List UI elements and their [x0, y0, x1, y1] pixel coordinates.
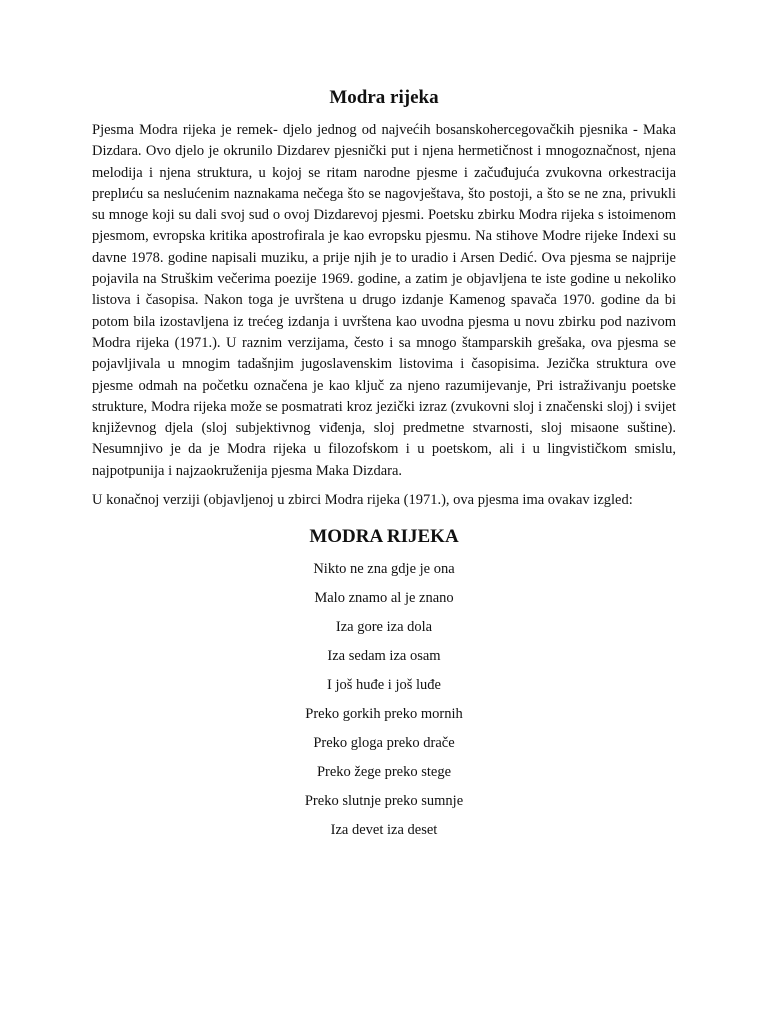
poem-stanza: [92, 617, 676, 666]
poem-verse: I još huđe i još luđe: [327, 677, 441, 694]
poem-verse: Iza sedam iza osam: [327, 648, 441, 665]
poem-lead-in: U konačnoj verziji (objavljenoj u zbirci Modra rijeka (1971.), ova pjesma ima ovakav izgled:: [92, 492, 633, 509]
poem-stanza: [92, 791, 676, 840]
poem-verse: Preko slutnje preko sumnje: [304, 793, 464, 810]
document-title: Modra rijeka: [329, 87, 439, 108]
poem-verse: Malo znamo al je znano: [314, 590, 454, 607]
poem-title: MODRA RIJEKA: [309, 526, 459, 548]
poem-verse: Preko gloga preko drače: [313, 735, 455, 752]
poem-stanza: [92, 733, 676, 782]
poem-stanza: [92, 559, 676, 608]
intro-paragraph: Pjesma Modra rijeka je remek- djelo jednog od najvećih bosanskohercegovačkih pjesnika - Maka Dizdara. Ovo djelo je okrunilo Dizdarev pjesnički put i njena hermetičnost i mnogoznačnost, njena melodija i njena struktura, u kojoj se ritam narodne pjesme i začuđujuća zvukovna orkestracija preplиću sa neslućenim naznakama nečega što se nagovještava, što postoji, a što se ne zna, privukli su mnoge koji su dali svoj sud o ovoj Dizdarevoj pjesmi. Poetsku zbirku Modra rijeka s istoimenom pjesmom, evropska kritika apostrofirala je kao evropsku pjesmu. Na stihove Modre rijeke Indexi su davne 1978. godine napisali muziku, a prije njih je to uradio i Arsen Dedić. Ova pjesma se najprije pojavila na Struškim večerima poezije 1969. godine, a zatim je objavljena te iste godine u nekoliko listova i časopisa. Nakon toga je uvrštena u drugo izdanje Kamenog spavača 1970. godine da bi potom bila izostavljena iz trećeg izdanja i uvrštena kao uvodna pjesma u novu zbirku pod nazivom Modra rijeka (1971.). U raznim verzijama, često i sa mnogo štamparskih grešaka, ova pjesma se pojavljivala u mnogim tadašnjim jugoslavenskim listovima i časopisima. Jezička struktura ove pjesme odmah na početku označena je kao ključ za njeno razumijevanje, Pri istraživanju poetske strukture, Modra rijeka može se posmatrati kroz jezički izraz (zvukovni sloj i značenski sloj) i svijet književnog djela (sloj subjektivnog viđenja, sloj predmetne stvarnosti, sloj misaone suštine). Nesumnjivo je da je Modra rijeka u filozofskom i u poetskom, ali i u lingvističkom smislu, najpotpunija i najzaokruženija pjesma Maka Dizdara.: [92, 122, 676, 479]
document-page: [92, 84, 676, 849]
poem-body: [92, 559, 676, 840]
poem-verse: Iza devet iza deset: [330, 822, 438, 839]
poem-stanza: [92, 675, 676, 724]
poem-verse: Iza gore iza dola: [335, 619, 433, 636]
poem-verse: Preko žege preko stege: [316, 764, 452, 781]
poem-verse: Nikto ne zna gdje je ona: [313, 561, 455, 578]
poem-verse: Preko gorkih preko mornih: [305, 706, 463, 723]
